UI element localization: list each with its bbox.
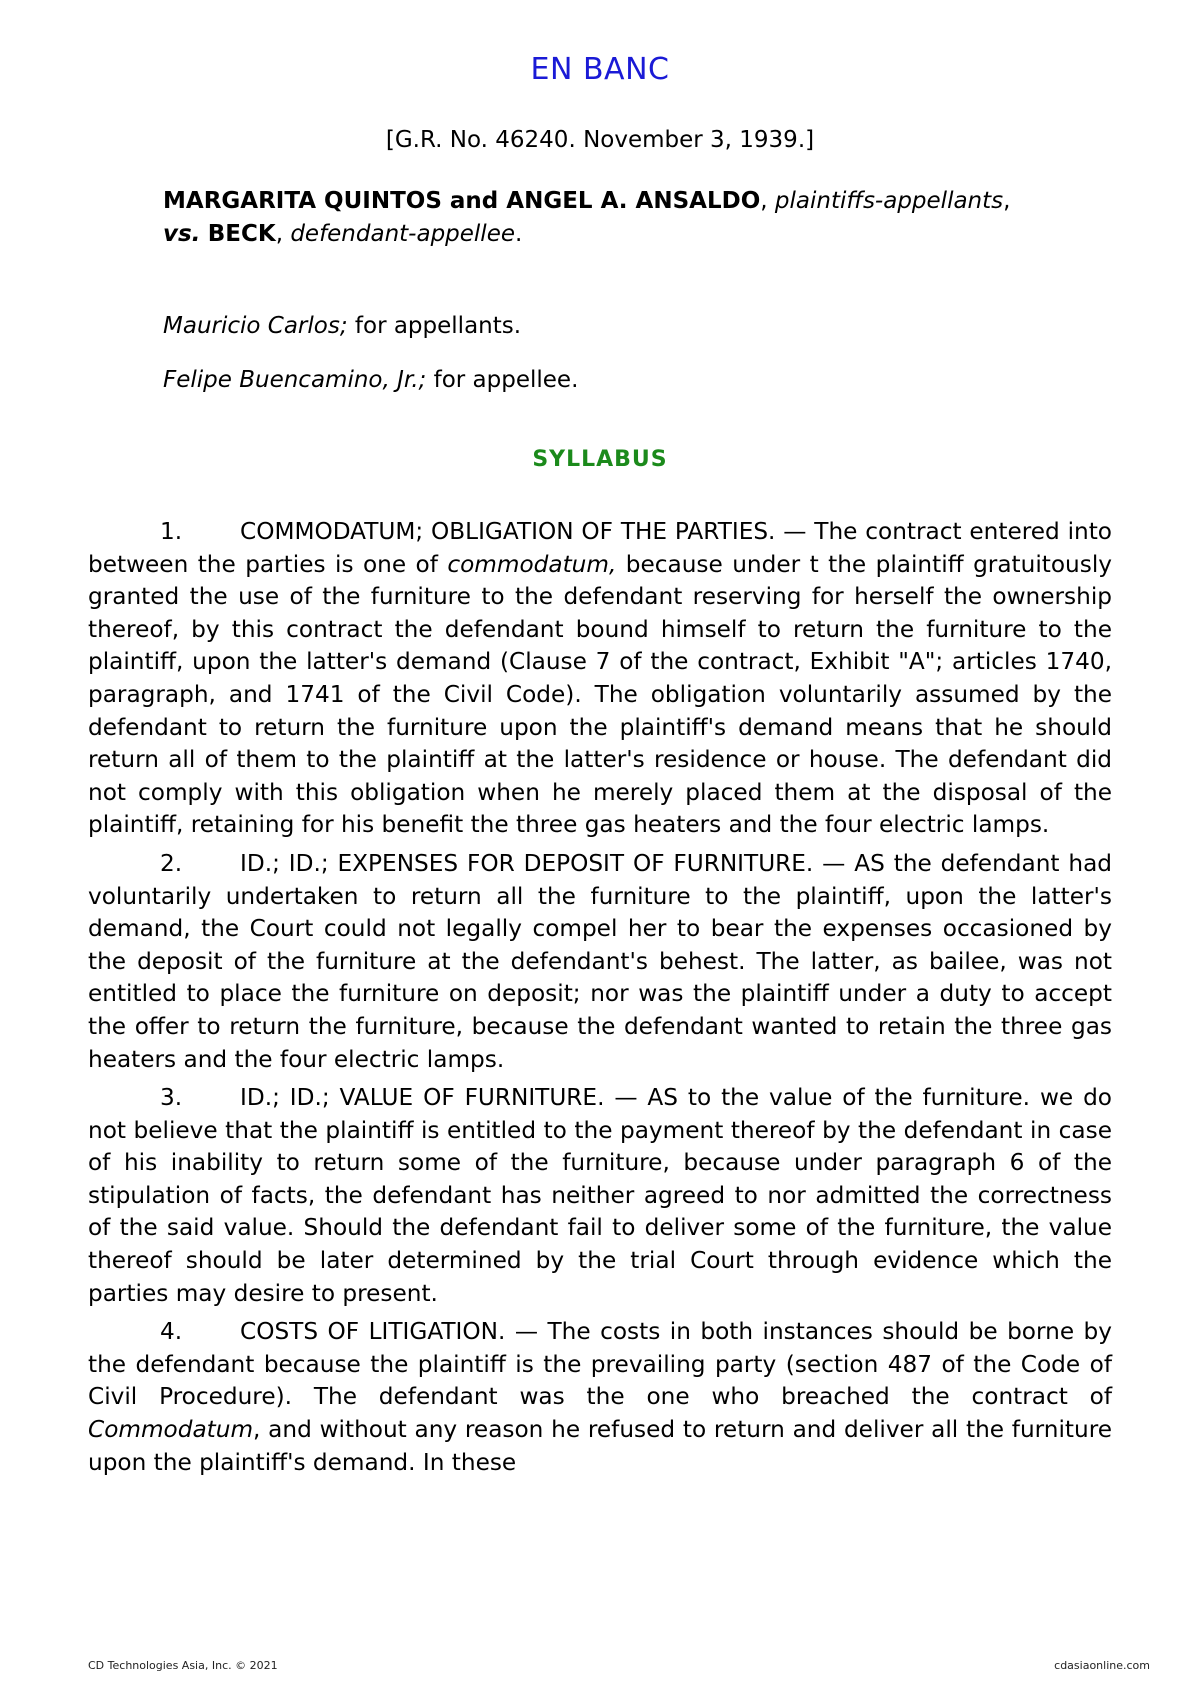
syllabus-paragraph [88,1082,1112,1310]
paragraph-number: 2. [160,849,183,877]
paragraph-text: ID.; ID.; EXPENSES FOR DEPOSIT OF FURNITURE. — AS the defendant had voluntarily undertaken to return all the furniture to the plaintiff, upon the latter's demand, the Court could not legally compel her to bear the expenses occasioned by the deposit of the furniture at the defendant's behest. The latter, as bailee, was not entitled to place the furniture on deposit; nor was the plaintiff under a duty to accept the offer to return the furniture, because the defendant wanted to retain the three gas heaters and the four electric lamps. [88,849,1112,1073]
defendant-role: defendant-appellee [290,221,516,247]
versus-label: vs. [163,221,201,247]
paragraph-text: because under t the plaintiff gratuitously granted the use of the furniture to the defendant reserving for herself the ownership thereof, by this contract the defendant bound himself to return the furniture to the plaintiff, upon the latter's demand (Clause 7 of the contract, Exhibit "A"; articles 1740, paragraph, and 1741 of the Civil Code). The obligation voluntarily assumed by the defendant to return the furniture upon the plaintiff's demand means that he should return all of them to the plaintiff at the latter's residence or house. The defendant did not comply with this obligation when he merely placed them at the disposal of the plaintiff, retaining for his benefit the three gas heaters and the four electric lamps. [88,550,1112,839]
paragraph-number: 4. [160,1318,183,1346]
paragraph-text: , and without any reason he refused to return and deliver all the furniture upon the plaintiff's demand. In these [88,1416,1112,1476]
syllabus-paragraph [88,848,1112,1076]
footer-copyright: CD Technologies Asia, Inc. © 2021 [88,1659,278,1672]
paragraph-text: COMMODATUM; OBLIGATION OF THE PARTIES. — The contract entered into between the parties is one of [88,518,1112,578]
court-division: EN BANC [530,52,670,87]
paragraph-text: COSTS OF LITIGATION. — The costs in both instances should be borne by the defendant because the plaintiff is the prevailing party (section 487 of the Code of Civil Procedure). The defendant was the one who breached the contract of [88,1318,1112,1411]
plaintiffs-role: plaintiffs-appellants [774,188,1004,214]
paragraph-number: 3. [160,1084,183,1112]
syllabus-heading: SYLLABUS [532,447,668,472]
plaintiffs-names: MARGARITA QUINTOS and ANGEL A. ANSALDO [163,188,761,214]
case-number: [G.R. No. 46240. November 3, 1939.] [385,127,815,153]
footer-website: cdasiaonline.com [1054,1659,1150,1672]
syllabus-body [88,516,1112,1485]
syllabus-paragraph [88,516,1112,842]
paragraph-number: 1. [160,518,183,545]
counsel-role: for appellee. [433,367,579,393]
defendant-name: BECK [207,221,276,247]
paragraph-text: commodatum, [447,550,617,578]
counsel-name: Felipe Buencamino, Jr.; [163,367,427,393]
counsel-role: for appellants. [354,313,522,339]
counsel-appellants [163,313,521,339]
counsel-appellee [163,367,578,393]
paragraph-text: Commodatum [88,1416,254,1444]
paragraph-text: ID.; ID.; VALUE OF FURNITURE. — AS to the value of the furniture. we do not believe that the plaintiff is entitled to the payment thereof by the defendant in case of his inability to return some of the furniture, because under paragraph 6 of the stipulation of facts, the defendant has neither agreed to nor admitted the correctness of the said value. Should the defendant fail to deliver some of the furniture, the value thereof should be later determined by the trial Court through evidence which the parties may desire to present. [88,1084,1112,1307]
counsel-name: Mauricio Carlos; [163,313,348,339]
syllabus-paragraph [88,1316,1112,1479]
case-parties: MARGARITA QUINTOS and ANGEL A. ANSALDO, plaintiffs-appellants, vs. BECK, defendant-appellee. [163,188,1011,247]
